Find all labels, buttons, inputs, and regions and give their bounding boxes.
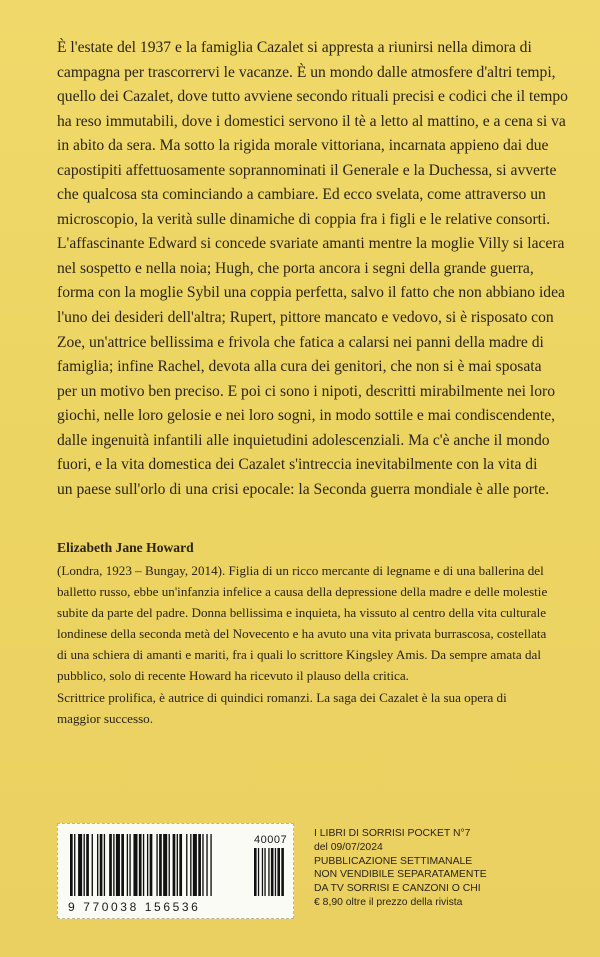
blurb-line: nel sospetto e nella noia; Hugh, che porta ancora i segni della grande guerra, [57,259,534,277]
blurb-line: famiglia; infine Rachel, devota alla cura dei genitori, che non si è mai sposata [57,358,542,376]
author-section [57,538,567,729]
blurb-line: che qualcosa sta cominciando a cambiare. Ed ecco svelata, come attraverso un [57,186,546,204]
blurb-line: l'uno dei desideri dell'altra; Rupert, pittore mancato e vedovo, si è risposato con [57,309,554,327]
blurb-line: microscopio, la verità sulle dinamiche di coppia fra i figli e le relative consorti. [57,210,551,228]
bio-line: (Londra, 1923 – Bungay, 2014). Figlia di un ricco mercante di legname e di una ballerina del [57,563,544,578]
author-name: Elizabeth Jane Howard [57,540,194,555]
author-bio [57,560,567,729]
blurb-line: forma con la moglie Sybil una coppia perfetta, salvo il fatto che non abbiano idea [57,284,565,302]
blurb-line: in abito da sera. Ma sotto la rigida morale vittoriana, incarnata appieno dai due [57,137,549,155]
publication-line: € 8,90 oltre il prezzo della rivista [314,896,463,908]
bio-line: maggior successo. [57,710,153,726]
blurb-line: capostipiti affettuosamente soprannominati il Generale e la Duchessa, si avverte [57,161,557,179]
blurb-line: per un motivo ben preciso. E poi ci sono i nipoti, descritti mirabilmente nei loro [57,382,556,400]
bio-line: balletto russo, ebbe un'infanzia infelice a causa della depressione della madre e delle molestie [57,584,548,600]
back-cover-blurb [57,36,568,502]
bio-line: pubblico, solo di recente Howard ha ricevuto il plauso della critica. [57,668,409,684]
blurb-line: un paese sull'orlo di una crisi epocale: la Seconda guerra mondiale è alle porte. [57,480,550,498]
barcode-icon [70,834,284,898]
barcode-addon-number: 40007 [254,834,288,846]
bio-line: Scrittrice prolifica, è autrice di quindici romanzi. La saga dei Cazalet è la sua opera di [57,689,507,705]
blurb-line: L'affascinante Edward si concede svariate amanti mentre la moglie Villy si lacera [57,235,565,253]
publication-line: NON VENDIBILE SEPARATAMENTE [314,869,487,881]
blurb-line: ha reso immutabili, dove i domestici servono il tè a letto al mattino, e a cena si va [57,112,566,130]
publication-line: PUBBLICAZIONE SETTIMANALE [314,855,473,867]
publication-line: DA TV SORRISI E CANZONI O CHI [314,883,481,895]
blurb-line: fuori, e la vita domestica dei Cazalet s'intreccia inevitabilmente con la vita di [57,456,538,474]
blurb-line: campagna per trascorrervi le vacanze. È un mondo dalle atmosfere d'altri tempi, [57,63,556,81]
bio-line: di una schiera di amanti e mariti, fra i quali lo scrittore Kingsley Amis. Da sempre amata dal [57,647,541,663]
blurb-line: Zoe, un'attrice bellissima e frivola che fatica a calarsi nei panni della madre di [57,333,544,351]
blurb-line: giochi, nelle loro gelosie e nei loro sogni, in modo sottile e mai condiscendente, [57,407,556,425]
publication-line: del 09/07/2024 [314,841,383,853]
publication-line: I LIBRI DI SORRISI POCKET N°7 [314,828,471,839]
bio-line: londinese della seconda metà del Novecento e ha avuto una vita privata burrascosa, costellata [57,626,547,642]
blurb-line: dalle ingenuità infantili alle inquietudini adolescenziali. Ma c'è anche il mondo [57,431,550,449]
publication-info [314,827,574,910]
barcode-label [57,823,294,919]
blurb-line: È l'estate del 1937 e la famiglia Cazalet si appresta a riunirsi nella dimora di [57,39,532,56]
blurb-line: quello dei Cazalet, dove tutto avviene secondo rituali precisi e codici che il tempo [57,88,568,106]
bio-line: subite da parte del padre. Donna bellissima e inquieta, ha vissuto al centro della vita culturale [57,605,547,621]
barcode-digits: 9 770038 156536 [68,900,201,914]
